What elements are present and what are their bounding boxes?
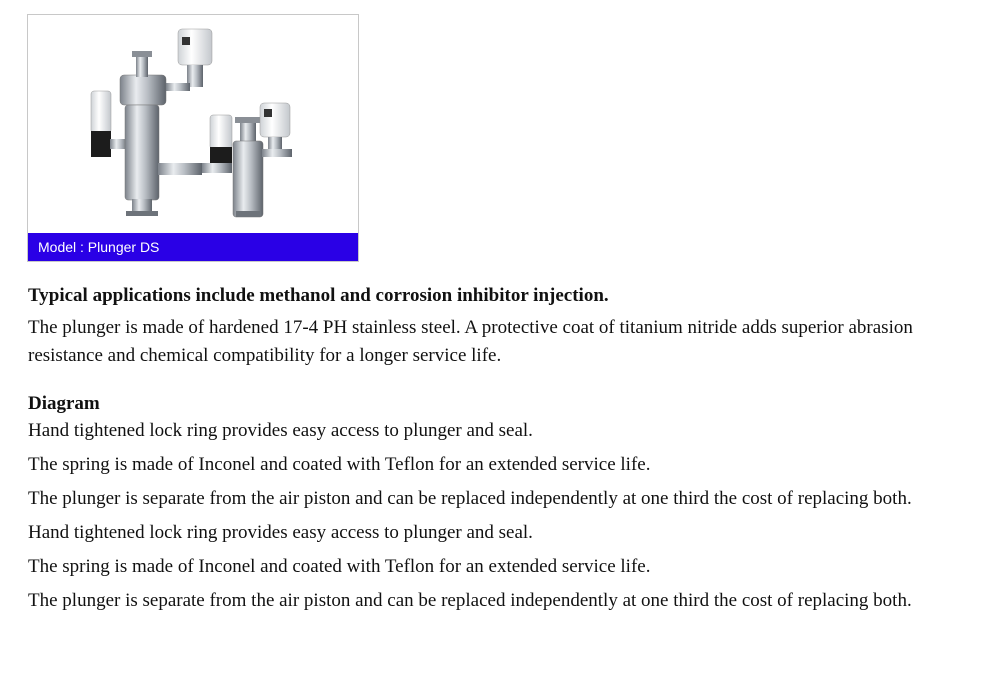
product-photo [28, 15, 358, 233]
feature-item: The spring is made of Inconel and coated with Teflon for an extended service life. [28, 454, 651, 475]
material-description: The plunger is made of hardened 17-4 PH stainless steel. A protective coat of titanium nitride adds superior abrasion resistance and chemical compatibility for a longer service life. [28, 317, 913, 366]
model-label: Model : Plunger DS [28, 233, 358, 261]
diagram-title: Diagram [28, 393, 100, 414]
product-description [28, 282, 978, 621]
applications-heading: Typical applications include methanol and corrosion inhibitor injection. [28, 285, 609, 306]
feature-item: The spring is made of Inconel and coated with Teflon for an extended service life. [28, 556, 651, 577]
feature-item: The plunger is separate from the air piston and can be replaced independently at one third the cost of replacing both. [28, 488, 912, 509]
feature-item: Hand tightened lock ring provides easy access to plunger and seal. [28, 522, 533, 543]
feature-item: The plunger is separate from the air piston and can be replaced independently at one third the cost of replacing both. [28, 590, 912, 611]
product-card [27, 14, 359, 262]
feature-item: Hand tightened lock ring provides easy access to plunger and seal. [28, 420, 533, 441]
